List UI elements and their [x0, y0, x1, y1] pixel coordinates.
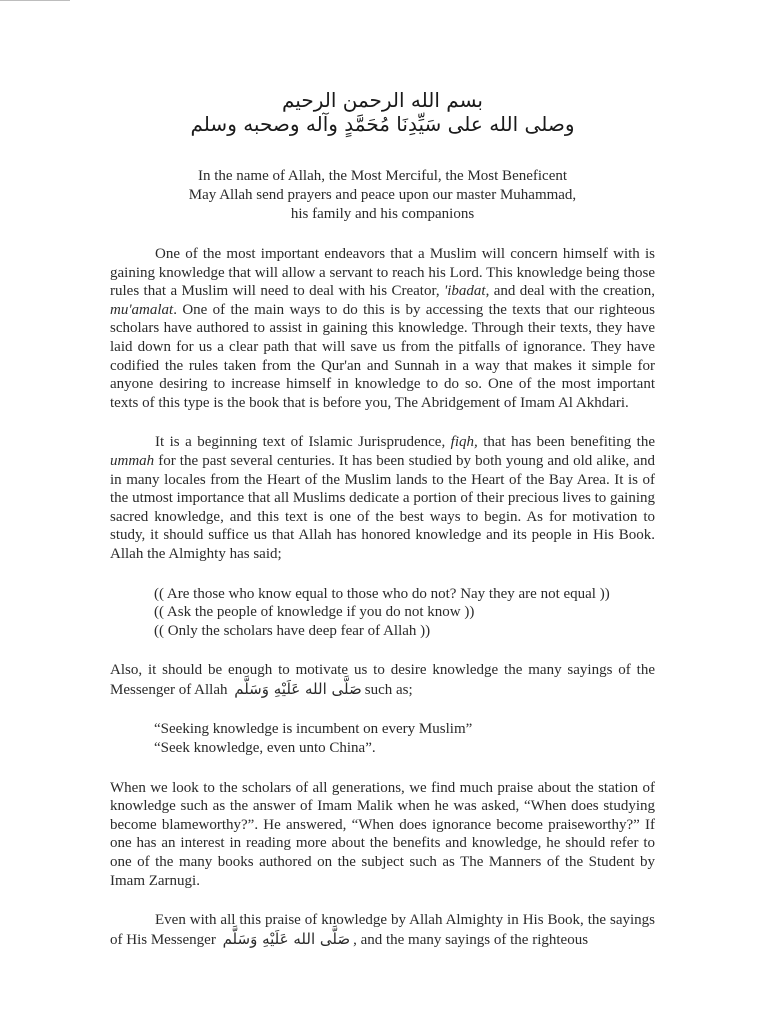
- paragraph-3: [110, 661, 655, 699]
- quote-line: (( Are those who know equal to those who do not? Nay they are not equal )): [154, 585, 610, 602]
- english-heading: [110, 167, 655, 224]
- paragraph-1-text-b: , and deal with the creation,: [485, 283, 656, 300]
- arabic-salutation: صَلَّى الله عَلَيْهِ وَسَلَّم: [234, 679, 362, 698]
- hadith-sayings: [154, 720, 655, 757]
- paragraph-2: [110, 433, 655, 563]
- paragraph-5-text-b: , and the many sayings of the righteous: [353, 931, 589, 948]
- english-heading-line-3: his family and his companions: [290, 206, 475, 222]
- quote-line: (( Ask the people of knowledge if you do not know )): [154, 604, 475, 621]
- paragraph-3-text-b: such as;: [364, 681, 413, 698]
- term-ummah: ummah: [110, 452, 155, 469]
- arabic-salawat: وصلى الله على سَيِّدِنَا مُحَمَّدٍ وآله وصحبه وسلم: [190, 112, 575, 136]
- paragraph-4: When we look to the scholars of all generations, we find much praise about the station of knowledge such as the answer of Imam Malik when he was asked, “When does studying become blameworthy?”. He answered, “When does ignorance become praiseworthy?” If one has an interest in reading more about the benefits and knowledge, he should refer to one of the many books authored on the subject such as The Manners of the Student by Imam Zarnugi.: [110, 779, 655, 889]
- term-muamalat: mu'amalat: [110, 301, 174, 318]
- paragraph-1-text-a: One of the most important endeavors that a Muslim will concern himself with is gaining knowledge that will allow a servant to reach his Lord. This knowledge being those rules that a Muslim will need to deal with his Creator,: [110, 246, 655, 300]
- paragraph-5-text-a: Even with all this praise of knowledge by Allah Almighty in His Book, the sayings of His Messenger: [110, 912, 655, 948]
- arabic-salutation: صَلَّى الله عَلَيْهِ وَسَلَّم: [222, 929, 351, 948]
- term-fiqh: fiqh,: [450, 434, 478, 451]
- paragraph-2-text-b: that has been benefiting the: [477, 434, 655, 451]
- saying-line: “Seek knowledge, even unto China”.: [154, 740, 376, 757]
- quran-quotes: [154, 585, 655, 641]
- saying-line: “Seeking knowledge is incumbent on every Muslim”: [154, 721, 473, 738]
- paragraph-2-text-c: for the past several centuries. It has been studied by both young and old alike, and in many locales from the Heart of the Muslim lands to the Heart of the Bay Area. It is of the utmost importance that all Muslims dedicate a portion of their precious lives to gaining sacred knowledge, and this text is one of the best ways to begin. As for motivation to study, it should suffice us that Allah has honored knowledge and its people in His Book. Allah the Almighty has said;: [110, 452, 655, 562]
- arabic-heading: [110, 88, 655, 136]
- term-ibadat: 'ibadat: [444, 283, 486, 300]
- document-page: [110, 88, 655, 949]
- quote-line: (( Only the scholars have deep fear of Allah )): [154, 622, 431, 639]
- english-heading-line-2: May Allah send prayers and peace upon our master Muhammad,: [188, 187, 577, 203]
- paragraph-1-text-c: . One of the main ways to do this is by accessing the texts that our righteous scholars have authored to assist in gaining this knowledge. Through their texts, they have laid down for us a clear path that will save us from the pitfalls of ignorance. They have codified the rules taken from the Qur'an and Sunnah in a way that makes it simple for anyone desiring to increase himself in knowledge to do so. One of the most important texts of this type is the book that is before you, The Abridgement of Imam Al Akhdari.: [110, 301, 655, 411]
- paragraph-2-text-a: It is a beginning text of Islamic Jurisprudence,: [155, 434, 451, 451]
- scan-edge-mark: [0, 0, 70, 1]
- english-heading-line-1: In the name of Allah, the Most Merciful, the Most Beneficent: [197, 168, 568, 184]
- paragraph-5: [110, 911, 655, 949]
- paragraph-3-text-a: Also, it should be enough to motivate us to desire knowledge the many sayings of the Messenger of Allah: [110, 662, 655, 698]
- paragraph-1: [110, 245, 655, 412]
- arabic-basmala: بسم الله الرحمن الرحيم: [281, 88, 483, 112]
